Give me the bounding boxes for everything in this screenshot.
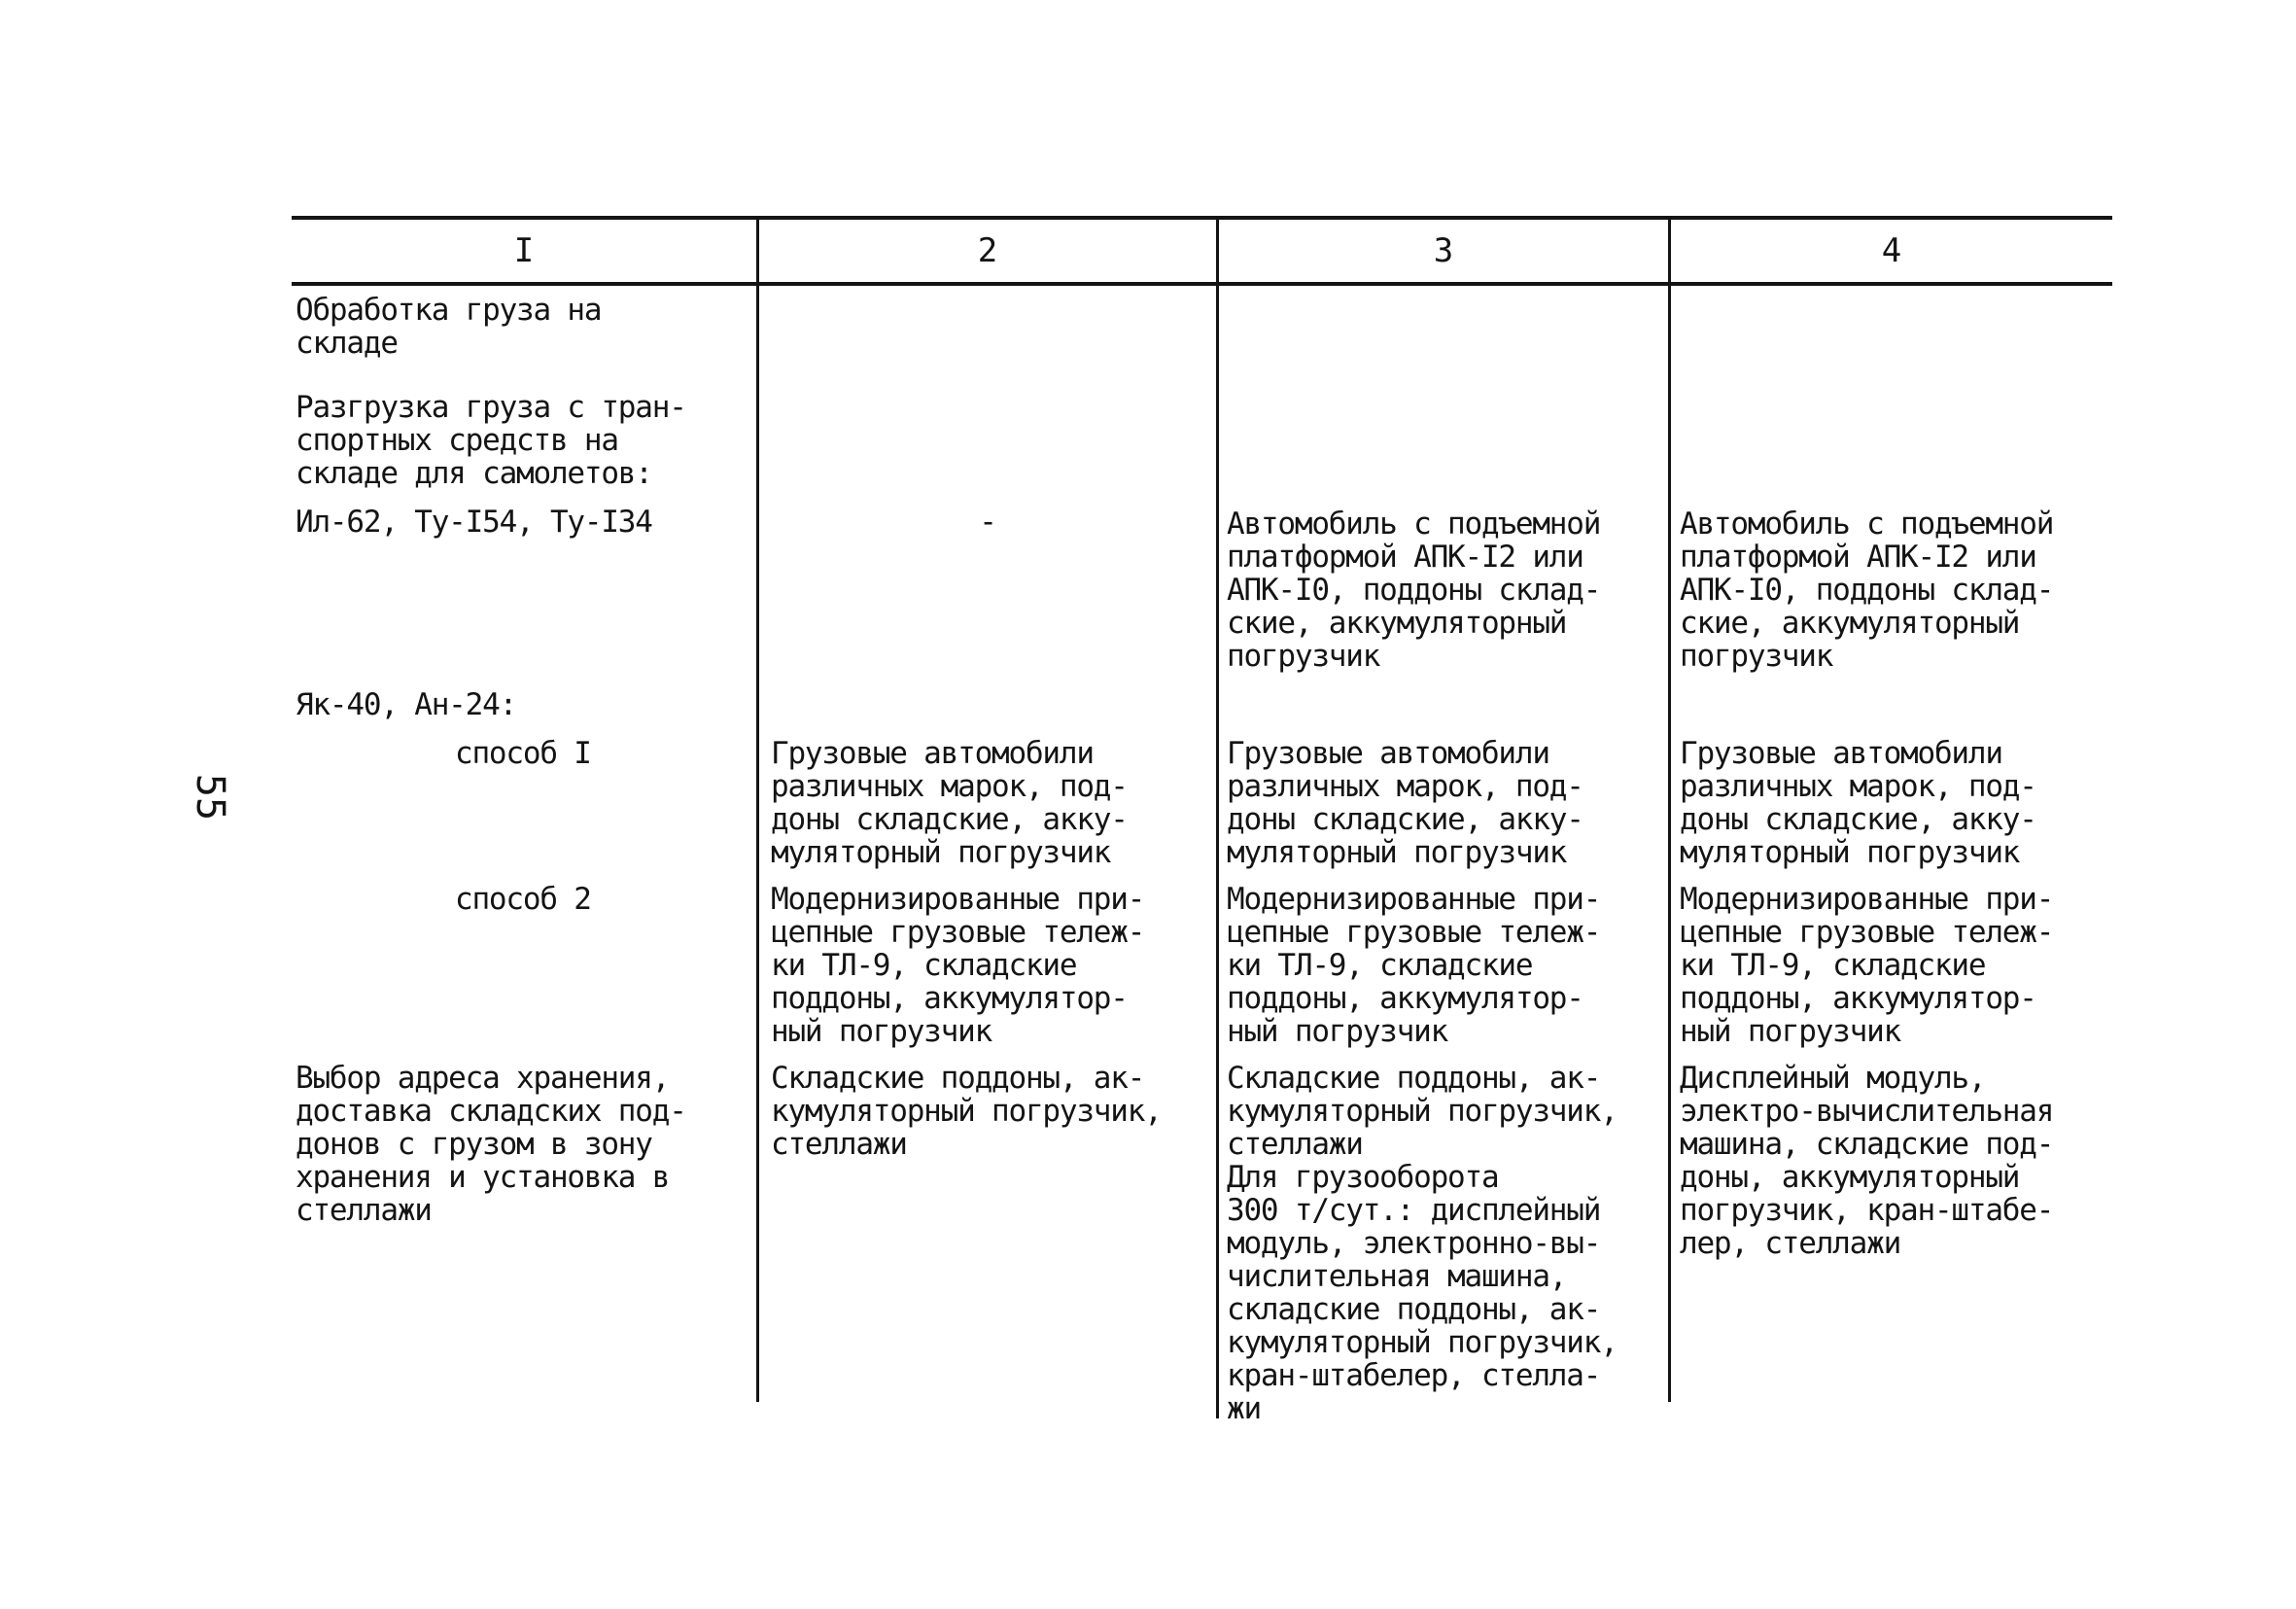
row-method2-col3: Модернизированные при- цепные грузовые тележ- ки ТЛ-9, складские поддоны, аккумулятор- ный погрузчик bbox=[1227, 882, 1601, 1049]
page-number: 55 bbox=[188, 773, 232, 822]
row-storage-col2: Складские поддоны, ак- кумуляторный погрузчик, стеллажи bbox=[771, 1061, 1162, 1162]
row-method1-col4: Грузовые автомобили различных марок, под- доны складские, акку- муляторный погрузчик bbox=[1680, 736, 2036, 870]
header-col-1: I bbox=[513, 231, 535, 270]
row-method1-col3: Грузовые автомобили различных марок, под- доны складские, акку- муляторный погрузчик bbox=[1227, 736, 1583, 870]
header-col-2: 2 bbox=[977, 231, 998, 270]
table-top-rule bbox=[292, 216, 2112, 220]
row-storage-label: Выбор адреса хранения, доставка складских под- донов с грузом в зону хранения и установка в стеллажи bbox=[296, 1061, 686, 1228]
row-method1-label: способ I bbox=[455, 736, 591, 771]
column-divider-2 bbox=[1216, 218, 1219, 1418]
row-storage-col4: Дисплейный модуль, электро-вычислительная машина, складские под- доны, аккумуляторный погрузчик, кран-штабе- лер, стеллажи bbox=[1680, 1061, 2054, 1261]
processing-title: Обработка груза на складе bbox=[296, 293, 602, 361]
unloading-title: Разгрузка груза с тран- спортных средств на складе для самолетов: bbox=[296, 390, 686, 491]
row-storage-col3: Складские поддоны, ак- кумуляторный погрузчик, стеллажи Для грузооборота 300 т/сут.: дисплейный модуль, электронно-вы- числительная машина, складские поддоны, ак- кумуляторный погрузчик, кран-штабелер, стелла- жи bbox=[1227, 1061, 1618, 1426]
row-il62-label: Ил-62, Ту-I54, Ту-I34 bbox=[296, 505, 652, 540]
row-method2-col2: Модернизированные при- цепные грузовые тележ- ки ТЛ-9, складские поддоны, аккумулятор- ный погрузчик bbox=[771, 882, 1145, 1049]
row-il62-col2: - bbox=[979, 505, 996, 540]
row-method1-col2: Грузовые автомобили различных марок, под- доны складские, акку- муляторный погрузчик bbox=[771, 736, 1128, 870]
column-divider-3 bbox=[1668, 218, 1671, 1402]
row-il62-col3: Автомобиль с подъемной платформой АПК-I2 или АПК-I0, поддоны склад- ские, аккумуляторный погрузчик bbox=[1227, 507, 1601, 674]
row-il62-col4: Автомобиль с подъемной платформой АПК-I2 или АПК-I0, поддоны склад- ские, аккумуляторный погрузчик bbox=[1680, 507, 2054, 674]
row-method2-label: способ 2 bbox=[455, 882, 591, 917]
row-yak40-label: Як-40, Ан-24: bbox=[296, 687, 517, 722]
row-method2-col4: Модернизированные при- цепные грузовые тележ- ки ТЛ-9, складские поддоны, аккумулятор- ный погрузчик bbox=[1680, 882, 2054, 1049]
header-col-3: 3 bbox=[1433, 231, 1454, 270]
column-divider-1 bbox=[756, 218, 759, 1402]
header-bottom-rule bbox=[292, 282, 2112, 286]
header-col-4: 4 bbox=[1881, 231, 1902, 270]
